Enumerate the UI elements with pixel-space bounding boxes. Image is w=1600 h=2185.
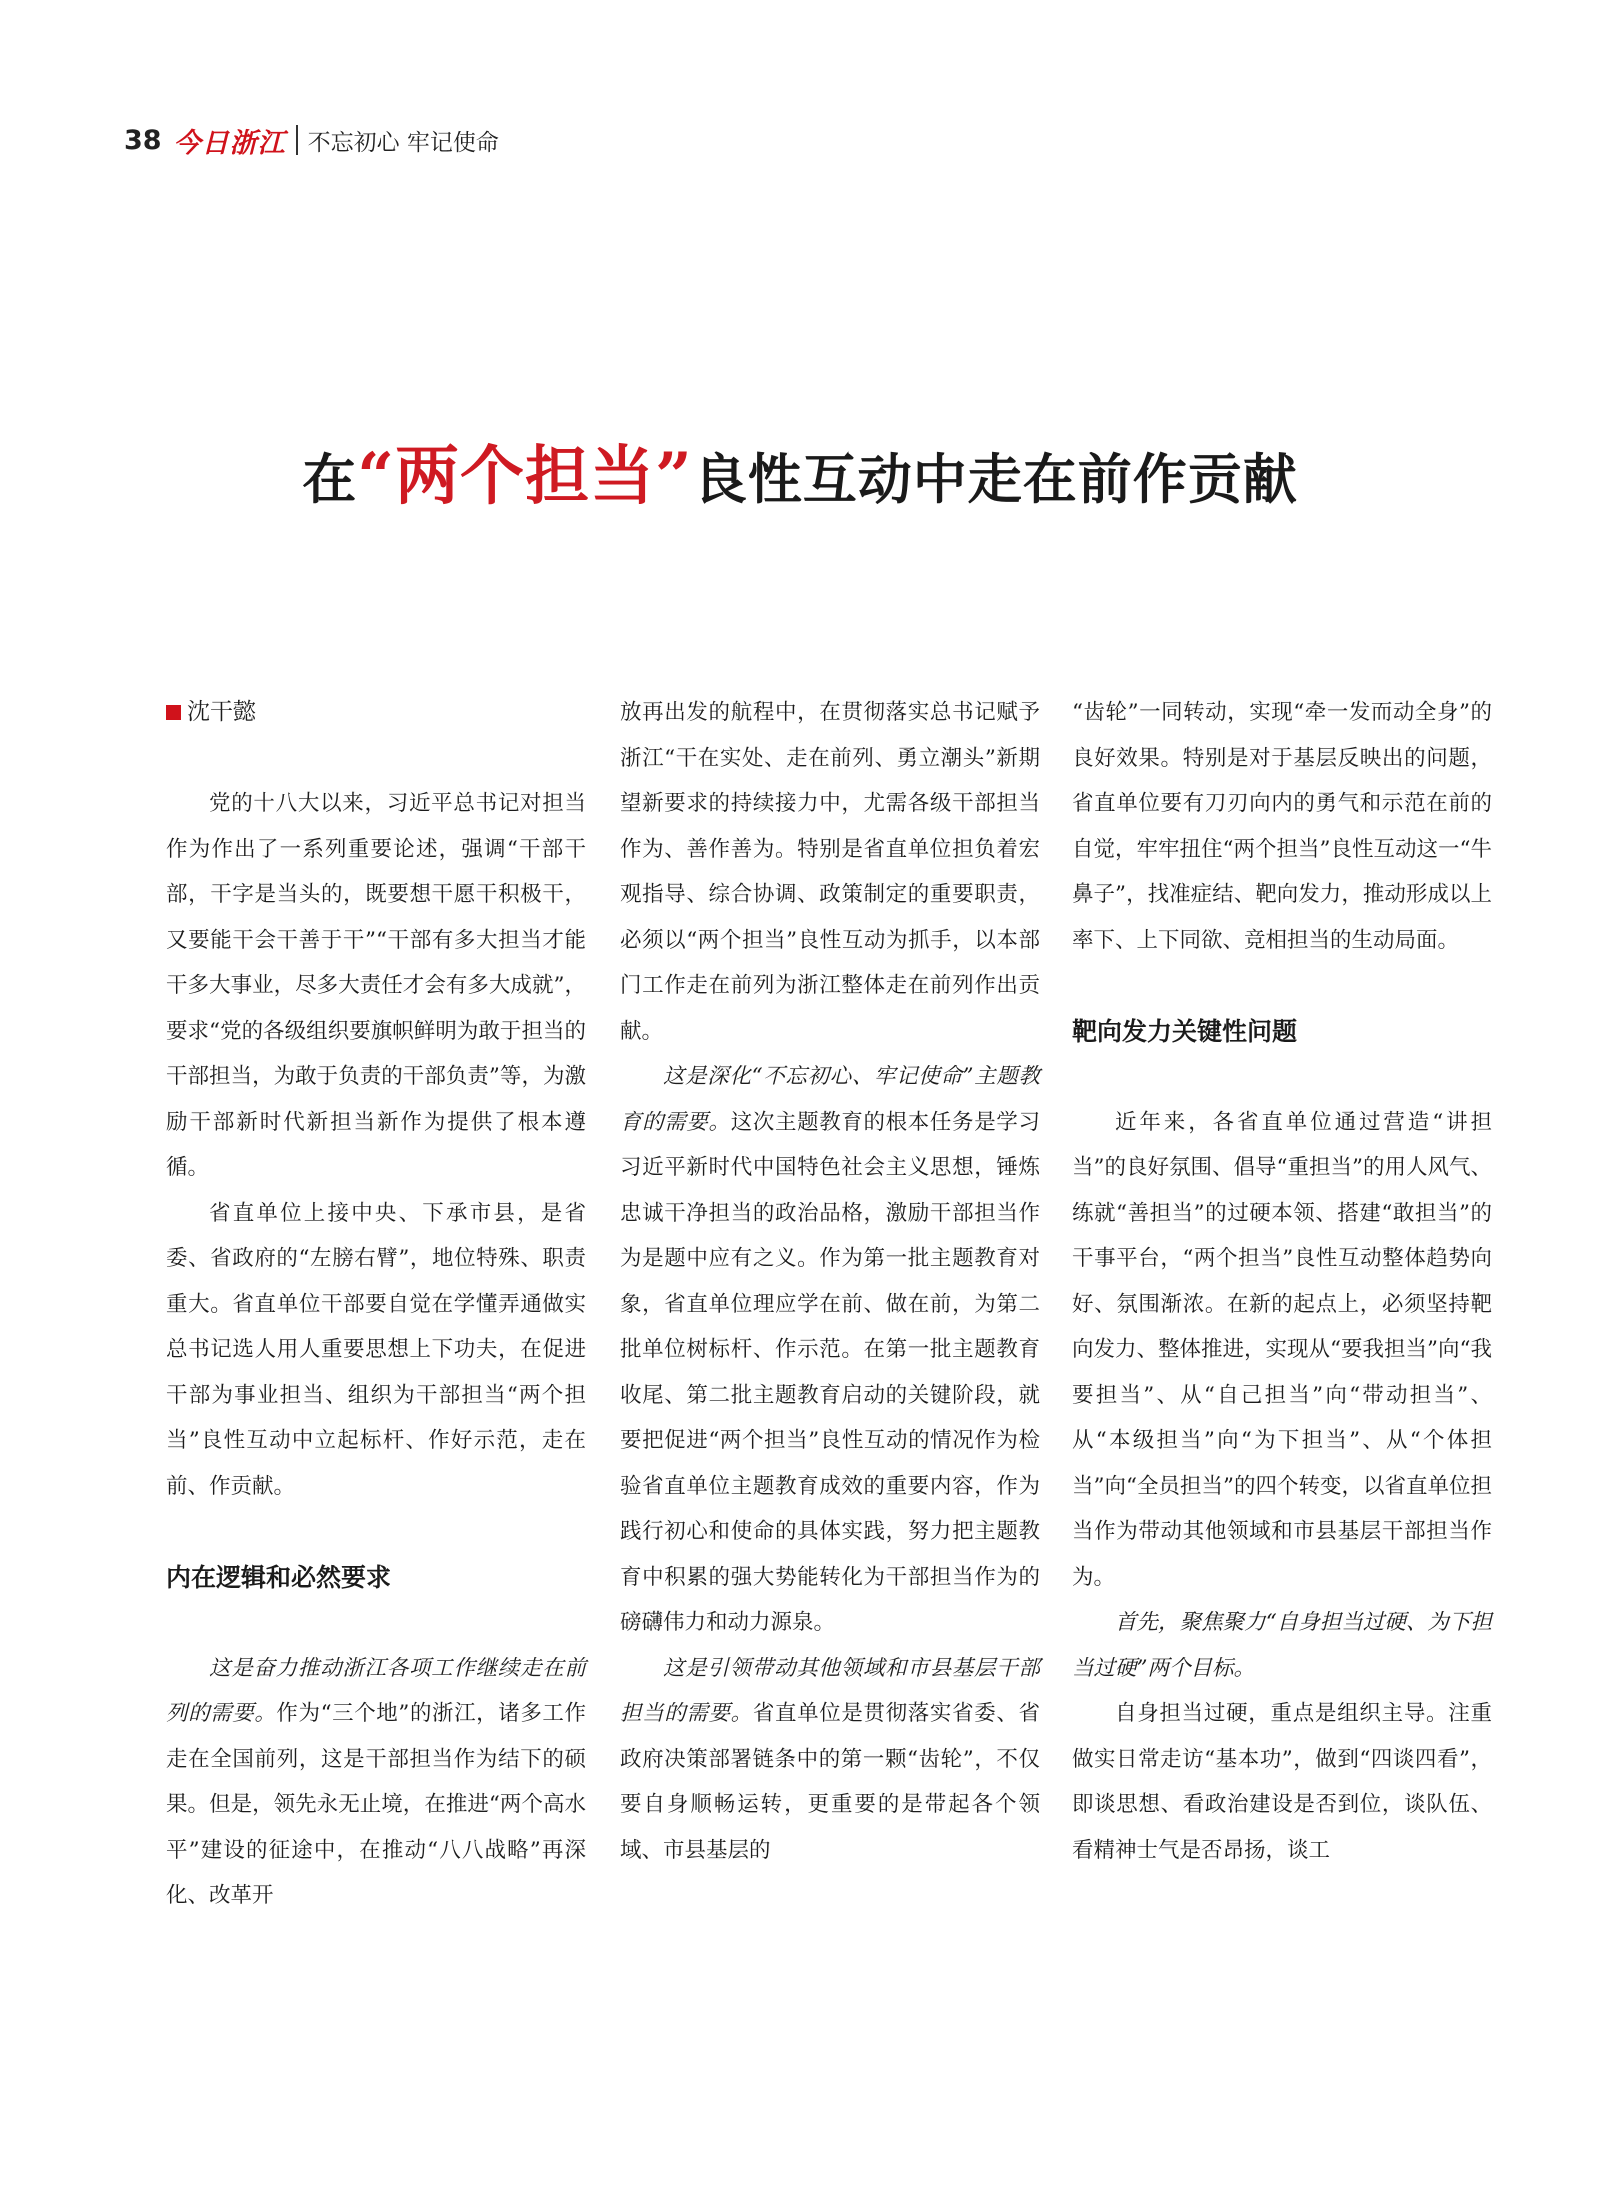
paragraph: “齿轮”一同转动，实现“牵一发而动全身”的良好效果。特别是对于基层反映出的问题，省直单位要有刀刃向内的勇气和示范在前的自觉，牢牢扭住“两个担当”良性互动这一“牛鼻子”，找准症结、靶向发力，推动形成以上率下、上下同欲、竞相担当的生动局面。 — [1072, 700, 1492, 953]
paragraph — [620, 1646, 1040, 1874]
paragraph: 近年来，各省直单位通过营造“讲担当”的良好氛围、倡导“重担当”的用人风气、练就“善担当”的过硬本领、搭建“敢担当”的干事平台，“两个担当”良性互动整体趋势向好、氛围渐浓。在新的起点上，必须坚持靶向发力、整体推进，实现从“要我担当”向“我要担当”、从“自己担当”向“带动担当”、从“本级担当”向“为下担当”、从“个体担当”向“全员担当”的四个转变，以省直单位担当作为带动其他领域和市县基层干部担当作为。 — [1072, 1109, 1492, 1590]
column-1 — [166, 690, 586, 1919]
paragraph — [620, 1054, 1040, 1646]
page-number: 38 — [124, 124, 162, 156]
title-highlight: “两个担当” — [357, 439, 693, 514]
lead-sentence: 这是引领带动其他领域和市县基层干部担当的需要。 — [620, 1655, 1040, 1726]
section-heading: 靶向发力关键性问题 — [1072, 1016, 1298, 1046]
paragraph: 党的十八大以来，习近平总书记对担当作为作出了一系列重要论述，强调“干部干部，干字是当头的，既要想干愿干积极干，又要能干会干善于干”“干部有多大担当才能干多大事业，尽多大责任才会有多大成就”，要求“党的各级组织要旗帜鲜明为敢于担当的干部担当，为敢于负责的干部负责”等，为激励干部新时代新担当新作为提供了根本遵循。 — [166, 791, 586, 1180]
header-divider — [296, 125, 298, 155]
section-name: 不忘初心 牢记使命 — [307, 129, 499, 156]
article-title — [0, 425, 1600, 517]
paragraph-text: 作为“三个地”的浙江，诸多工作走在全国前列，这是干部担当作为结下的硕果。但是，领先永无止境，在推进“两个高水平”建设的征途中，在推动“八八战略”再深化、改革开 — [166, 1701, 586, 1908]
lead-sentence: 这是深化“不忘初心、牢记使命”主题教育的需要。 — [620, 1064, 1040, 1135]
author-name: 沈干懿 — [187, 699, 256, 725]
paragraph — [166, 1646, 586, 1919]
paragraph: 放再出发的航程中，在贯彻落实总书记赋予浙江“干在实处、走在前列、勇立潮头”新期望新要求的持续接力中，尤需各级干部担当作为、善作善为。特别是省直单位担负着宏观指导、综合协调、政策制定的重要职责，必须以“两个担当”良性互动为抓手，以本部门工作走在前列为浙江整体走在前列作出贡献。 — [620, 700, 1040, 1044]
title-suffix: 良性互动中走在前作贡献 — [692, 447, 1298, 511]
paragraph: 省直单位上接中央、下承市县，是省委、省政府的“左膀右臂”，地位特殊、职责重大。省直单位干部要自觉在学懂弄通做实总书记选人用人重要思想上下功夫，在促进干部为事业担当、组织为干部担当“两个担当”良性互动中立起标杆、作好示范，走在前、作贡献。 — [166, 1200, 586, 1499]
paragraph-text: 这次主题教育的根本任务是学习习近平新时代中国特色社会主义思想，锤炼忠诚干净担当的政治品格，激励干部担当作为是题中应有之义。作为第一批主题教育对象，省直单位理应学在前、做在前，为第二批单位树标杆、作示范。在第一批主题教育收尾、第二批主题教育启动的关键阶段，就要把促进“两个担当”良性互动的情况作为检验省直单位主题教育成效的重要内容，作为践行初心和使命的具体实践，努力把主题教育中积累的强大势能转化为干部担当作为的磅礴伟力和动力源泉。 — [620, 1109, 1040, 1635]
paragraph: 自身担当过硬，重点是组织主导。注重做实日常走访“基本功”，做到“四谈四看”，即谈思想、看政治建设是否到位，谈队伍、看精神士气是否昂扬，谈工 — [1072, 1701, 1492, 1863]
title-prefix: 在 — [302, 447, 358, 511]
paragraph — [1072, 1600, 1492, 1691]
author-marker-icon — [166, 705, 181, 720]
paragraph-text: 省直单位是贯彻落实省委、省政府决策部署链条中的第一颗“齿轮”，不仅要自身顺畅运转，更重要的是带起各个领域、市县基层的 — [620, 1701, 1040, 1863]
column-3 — [1072, 690, 1492, 1873]
lead-sentence: 这是奋力推动浙江各项工作继续走在前列的需要。 — [166, 1655, 586, 1726]
magazine-logo: 今日浙江 — [173, 127, 286, 159]
lead-sentence: 首先，聚焦聚力“自身担当过硬、为下担当过硬”两个目标。 — [1072, 1610, 1492, 1681]
author-byline — [166, 690, 586, 736]
column-2 — [620, 690, 1040, 1873]
section-heading: 内在逻辑和必然要求 — [166, 1562, 392, 1592]
page-header — [124, 122, 499, 158]
